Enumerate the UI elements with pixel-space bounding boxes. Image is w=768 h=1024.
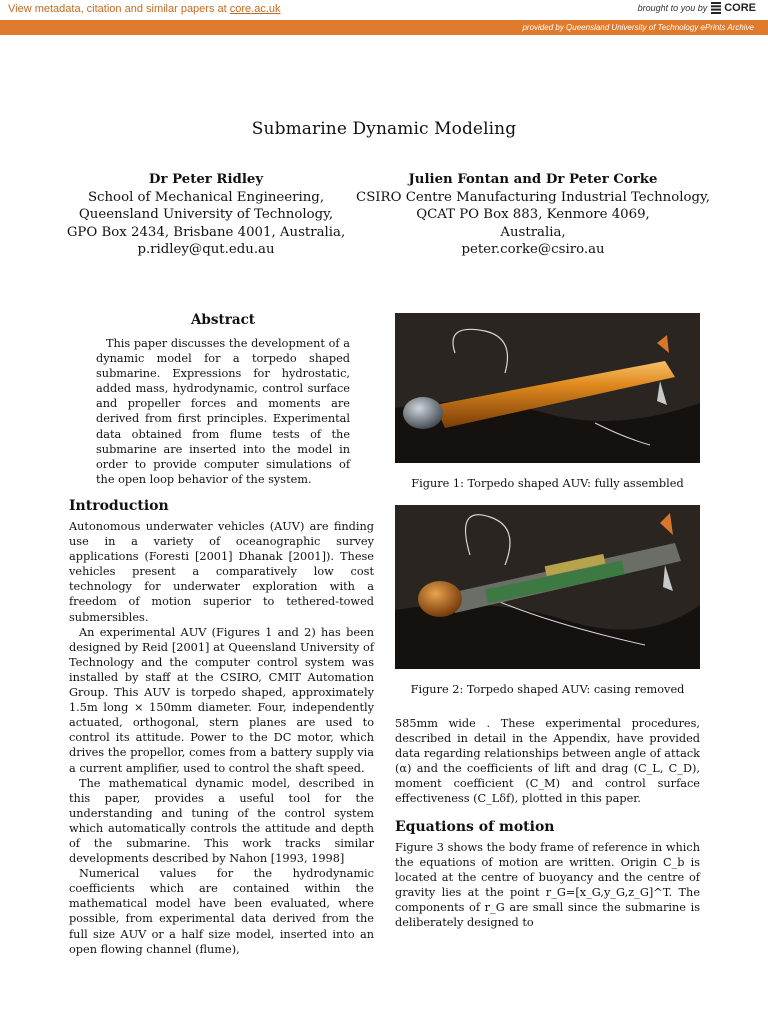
core-link-prefix: View metadata, citation and similar papers at	[8, 3, 230, 15]
core-logo-icon	[711, 2, 721, 14]
provided-by-text: provided by Queensland University of Technology ePrints Archive	[522, 23, 754, 32]
figure-1-auv-illustration	[395, 313, 700, 463]
intro-paragraph-3: The mathematical dynamic model, described in this paper, provides a useful tool for the understanding and tuning of the control system which automatically controls the attitude and depth of the submarine. This work tracks similar developments described by Nahon [1993, 1998]	[69, 776, 374, 866]
core-link[interactable]: core.ac.uk	[229, 3, 281, 15]
introduction-section	[69, 498, 374, 957]
author-affiliation-line: Australia,	[500, 224, 566, 240]
author-affiliation-line: School of Mechanical Engineering,	[87, 189, 325, 205]
equations-heading: Equations of motion	[395, 818, 555, 835]
continuation-paragraph: 585mm wide . These experimental procedures, described in detail in the Appendix, have provided data regarding relationships between angle of attack (α) and the coefficients of lift and drag (C_L, C_D), moment coefficient (C_M) and control surface effectiveness (C_Lδf), plotted in this paper.	[395, 717, 700, 806]
author-block-2	[355, 171, 711, 259]
figure-2-auv-illustration	[395, 505, 700, 669]
figure-1-caption: Figure 1: Torpedo shaped AUV: fully assembled	[411, 477, 684, 490]
author-name: Julien Fontan and Dr Peter Corke	[408, 172, 658, 187]
core-banner	[0, 0, 768, 21]
author-name: Dr Peter Ridley	[148, 172, 264, 187]
figure-1-photo	[395, 313, 700, 463]
equations-paragraph: Figure 3 shows the body frame of reference in which the equations of motion are written. Origin C_b is located at the centre of buoyancy and the centre of gravity lies at the point r_G=[x_G,y_G,z_G]^T. The components of r_G are small since the submarine is deliberately designed to	[395, 840, 700, 930]
author-affiliation-line: QCAT PO Box 883, Kenmore 4069,	[416, 207, 650, 222]
core-logo[interactable]	[711, 2, 756, 14]
author-affiliation-line: GPO Box 2434, Brisbane 4001, Australia,	[66, 224, 346, 240]
core-metadata-link-row	[8, 3, 281, 15]
brought-by-text: brought to you by	[637, 3, 708, 13]
author-email: p.ridley@qut.edu.au	[137, 242, 275, 257]
figure-2-caption: Figure 2: Torpedo shaped AUV: casing removed	[410, 683, 685, 696]
author-email: peter.corke@csiro.au	[461, 242, 605, 257]
introduction-heading: Introduction	[69, 498, 169, 514]
paper-title: Submarine Dynamic Modeling	[251, 119, 517, 139]
abstract-heading: Abstract	[190, 312, 256, 328]
core-logo-text: CORE	[724, 2, 756, 14]
intro-paragraph-4: Numerical values for the hydrodynamic coefficients which are contained within the mathematical model have been evaluated, where possible, from experimental data derived from the full size AUV or a half size model, inserted into an open flowing channel (flume),	[69, 867, 374, 956]
core-provider-bar	[0, 21, 768, 35]
abstract-text: This paper discusses the development of a dynamic model for a torpedo shaped submarine. Expressions for hydrostatic, added mass, hydrodynamic, control surface and propeller forces and moments are derived from first principles. Experimental data obtained from flume tests of the submarine are inserted into the model in order to provide computer simulations of the open loop behavior of the system.	[96, 337, 350, 486]
intro-paragraph-2: An experimental AUV (Figures 1 and 2) has been designed by Reid [2001] at Queensland University of Technology and the computer control system was installed by staff at the CSIRO, CMIT Automation Group. This AUV is torpedo shaped, approximately 1.5m long × 150mm diameter. Four, independently actuated, orthogonal, stern planes are used to control its attitude. Power to the DC motor, which drives the propellor, comes from a battery supply via a current amplifier, used to control the shaft speed.	[69, 625, 374, 775]
figure-2-photo	[395, 505, 700, 669]
right-column-text	[395, 716, 700, 930]
author-affiliation-line: CSIRO Centre Manufacturing Industrial Technology,	[356, 189, 710, 205]
intro-paragraph-1: Autonomous underwater vehicles (AUV) are finding use in a variety of oceanographic survey applications (Foresti [2001] Dhanak [2001]). These vehicles present a comparatively low cost technology for underwater exploration with a freedom of motion superior to tethered-towed submersibles.	[69, 520, 374, 624]
core-brand	[638, 2, 756, 14]
author-block-1	[60, 171, 352, 259]
author-affiliation-line: Queensland University of Technology,	[78, 207, 334, 222]
